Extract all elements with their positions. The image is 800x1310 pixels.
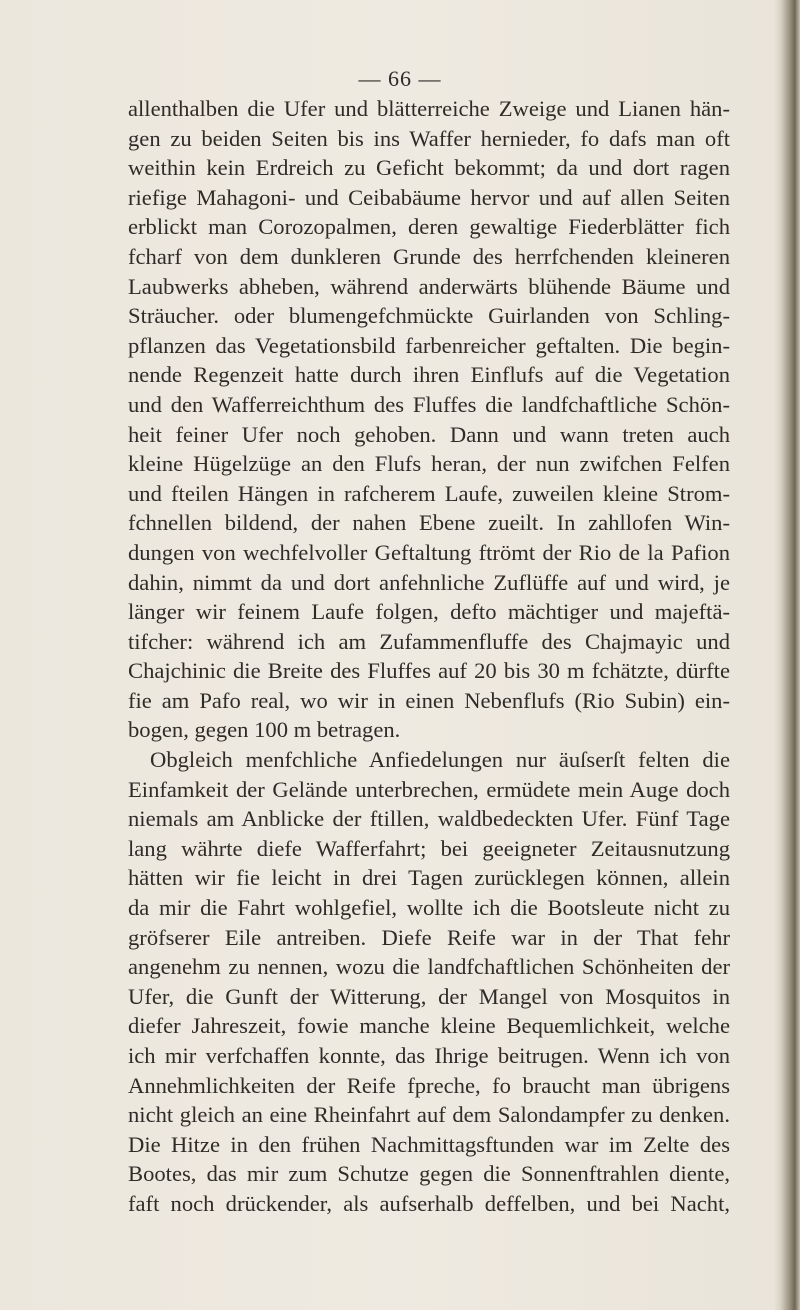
text-line: dahin, nimmt da und dort anfehnliche Zuflüffe auf und wird, je — [128, 569, 730, 595]
text-line: Ufer, die Gunft der Witterung, der Mangel von Mosquitos in — [128, 983, 730, 1009]
text-line: ich mir verfchaffen konnte, das Ihrige beitrugen. Wenn ich von — [128, 1043, 730, 1068]
text-line: gen zu beiden Seiten bis ins Waffer hernieder, fo dafs man oft — [128, 125, 730, 151]
text-line: Chajchinic die Breite des Fluffes auf 20 bis 30 m fchätzte, dürfte — [128, 658, 730, 684]
text-line: fie am Pafo real, wo wir in einen Nebenflufs (Rio Subin) ein- — [128, 687, 730, 713]
text-line: nicht gleich an eine Rheinfahrt auf dem Salondampfer zu denken. — [128, 1102, 730, 1128]
text-line: lang währte diefe Wafferfahrt; bei geeigneter Zeitausnutzung — [128, 835, 730, 861]
text-line: tifcher: während ich am Zufammenfluffe des Chajmayic und — [128, 628, 730, 654]
text-line: heit feiner Ufer noch gehoben. Dann und wann treten auch — [128, 421, 730, 447]
text-line: Sträucher. oder blumengefchmückte Guirlanden von Schling- — [128, 303, 730, 329]
text-line: Bootes, das mir zum Schutze gegen die Sonnenftrahlen diente, — [128, 1161, 730, 1187]
text-line: niemals am Anblicke der ftillen, waldbedeckten Ufer. Fünf Tage — [128, 806, 730, 832]
text-line: und fteilen Hängen in rafcherem Laufe, zuweilen kleine Strom- — [128, 480, 730, 506]
text-line: fchnellen bildend, der nahen Ebene zueilt. In zahllofen Win- — [128, 510, 730, 536]
text-line: kleine Hügelzüge an den Flufs heran, der nun zwifchen Felfen — [128, 451, 730, 477]
text-line: Einfamkeit der Gelände unterbrechen, ermüdete mein Auge doch — [128, 776, 730, 802]
page-number: — 66 — — [358, 66, 442, 91]
text-line: fcharf von dem dunkleren Grunde des herrfchenden kleineren — [128, 243, 730, 269]
text-line: Obgleich menfchliche Anfiedelungen nur äuſserſt felten die — [150, 747, 730, 773]
text-line: nende Regenzeit hatte durch ihren Einflufs auf die Vegetation — [128, 362, 730, 388]
body-text — [128, 94, 730, 1219]
text-line: diefer Jahreszeit, fowie manche kleine Bequemlichkeit, welche — [128, 1013, 730, 1039]
text-line: hätten wir fie leicht in drei Tagen zurücklegen können, allein — [128, 865, 730, 891]
text-line: da mir die Fahrt wohlgefiel, wollte ich die Bootsleute nicht zu — [128, 895, 730, 921]
text-line: riefige Mahagoni- und Ceibabäume hervor und auf allen Seiten — [128, 184, 730, 210]
text-line: faft noch drückender, als aufserhalb deffelben, und bei Nacht, — [128, 1190, 730, 1216]
text-line: länger wir feinem Laufe folgen, defto mächtiger und majeftä- — [128, 599, 730, 625]
text-line: pflanzen das Vegetationsbild farbenreicher geftalten. Die begin- — [128, 332, 730, 358]
text-line: gröfserer Eile antreiben. Diefe Reife war in der That fehr — [128, 924, 730, 950]
text-line: allenthalben die Ufer und blätterreiche Zweige und Lianen hän- — [128, 96, 730, 121]
text-line: erblickt man Corozopalmen, deren gewaltige Fiederblätter fich — [128, 214, 730, 240]
text-line: bogen, gegen 100 m betragen. — [128, 717, 401, 743]
text-line: Annehmlichkeiten der Reife fpreche, fo braucht man übrigens — [128, 1072, 730, 1098]
text-line: angenehm zu nennen, wozu die landfchaftlichen Schönheiten der — [128, 954, 730, 980]
text-line: weithin kein Erdreich zu Geficht bekommt; da und dort ragen — [128, 155, 730, 181]
text-line: dungen von wechfelvoller Geftaltung ftrömt der Rio de la Pafion — [128, 539, 730, 565]
text-line: Die Hitze in den frühen Nachmittagsftunden war im Zelte des — [128, 1131, 730, 1157]
text-line: und den Wafferreichthum des Fluffes die landfchaftliche Schön- — [128, 391, 730, 417]
page-edge — [774, 0, 800, 1310]
text-line: Laubwerks abheben, während anderwärts blühende Bäume und — [128, 273, 730, 299]
